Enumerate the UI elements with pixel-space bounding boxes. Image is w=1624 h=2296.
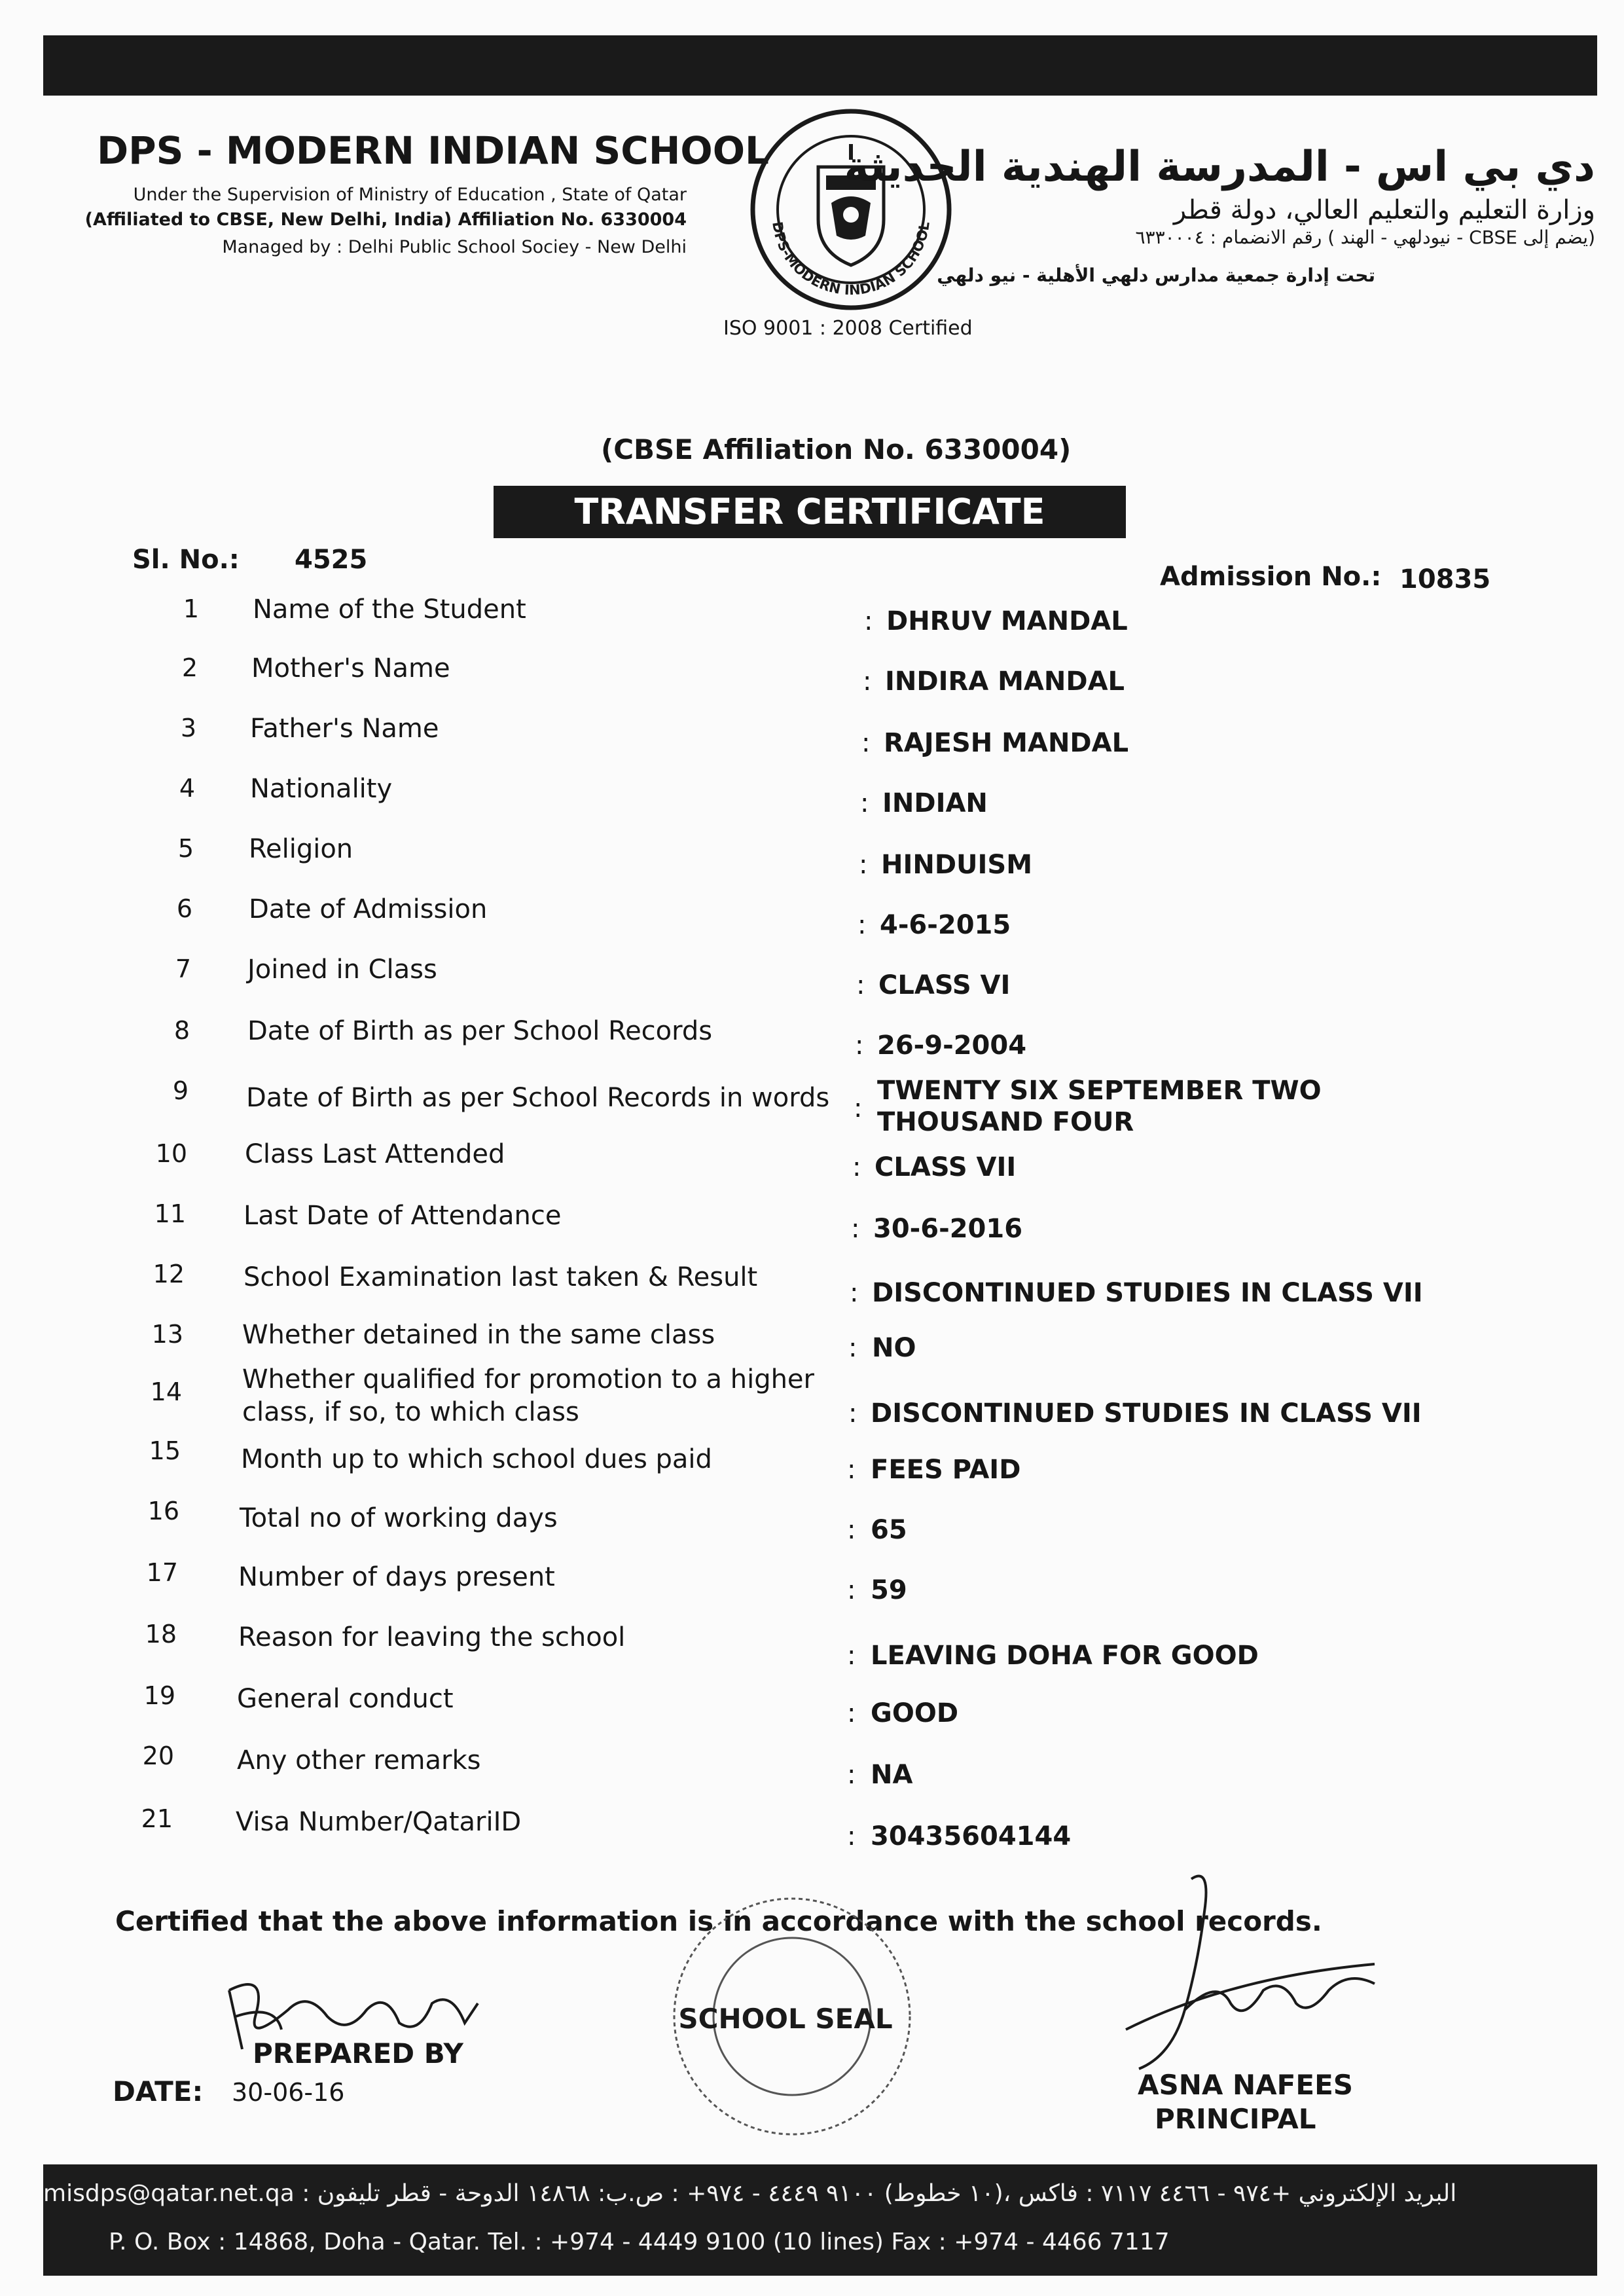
cbse-affiliation: (CBSE Affiliation No. 6330004) <box>601 433 1072 465</box>
principal-title: PRINCIPAL <box>1155 2103 1316 2135</box>
row-number: 18 <box>145 1620 177 1649</box>
footer-contact-en: P. O. Box : 14868, Doha - Qatar. Tel. : +974 - 4449 9100 (10 lines) Fax : +974 - 4466 7117 <box>109 2229 1170 2255</box>
row-value: CLASS VI <box>878 970 1011 1000</box>
row-label: Class Last Attended <box>245 1139 505 1169</box>
admission-no-value: 10835 <box>1399 564 1491 594</box>
row-label: Month up to which school dues paid <box>241 1444 712 1474</box>
date-label: DATE: <box>113 2075 204 2107</box>
row-number: 12 <box>153 1260 185 1288</box>
school-name-ar: دي بي اس - المدرسة الهندية الحديثة <box>844 143 1595 191</box>
supervision-line: Under the Supervision of Ministry of Education , State of Qatar <box>133 185 687 205</box>
row-colon: : <box>855 1030 864 1061</box>
managed-by-line: Managed by : Delhi Public School Sociey - New Delhi <box>222 237 687 257</box>
row-number: 11 <box>154 1199 186 1228</box>
row-label: Last Date of Attendance <box>244 1201 562 1231</box>
row-value: FEES PAID <box>871 1455 1021 1485</box>
row-label: Total no of working days <box>240 1503 558 1533</box>
row-number: 8 <box>173 1016 190 1045</box>
row-number: 15 <box>149 1436 181 1465</box>
row-colon: : <box>861 728 871 758</box>
row-label: Date of Birth as per School Records <box>247 1016 713 1046</box>
certification-statement: Certified that the above information is in accordance with the school records. <box>115 1905 1322 1937</box>
row-label: Reason for leaving the school <box>238 1622 626 1652</box>
row-colon: : <box>857 910 867 940</box>
row-value: NO <box>872 1333 916 1363</box>
row-colon: : <box>847 1455 856 1485</box>
row-number: 9 <box>172 1076 189 1105</box>
row-label: Any other remarks <box>237 1745 481 1776</box>
iso-certification: ISO 9001 : 2008 Certified <box>723 317 973 340</box>
school-name-en: DPS - MODERN INDIAN SCHOOL <box>97 128 769 173</box>
row-colon: : <box>848 1333 857 1363</box>
school-logo <box>746 105 956 314</box>
row-label: Whether detained in the same class <box>242 1320 715 1350</box>
row-value: INDIAN <box>882 788 988 818</box>
row-number: 21 <box>141 1804 173 1833</box>
row-colon: : <box>847 1760 856 1790</box>
row-colon: : <box>860 788 869 818</box>
affiliation-line: (Affiliated to CBSE, New Delhi, India) Affiliation No. 6330004 <box>84 210 687 230</box>
row-value: LEAVING DOHA FOR GOOD <box>871 1641 1259 1671</box>
row-colon: : <box>856 970 865 1000</box>
date-value: 30-06-16 <box>232 2078 345 2107</box>
row-value: GOOD <box>871 1698 959 1728</box>
row-label: Joined in Class <box>247 955 437 985</box>
row-label: Visa Number/QatariID <box>236 1807 522 1837</box>
row-number: 2 <box>181 653 198 682</box>
principal-name: ASNA NAFEES <box>1138 2069 1354 2101</box>
row-value: INDIRA MANDAL <box>885 666 1125 697</box>
footer-contact-ar: misdps@qatar.net.qa : البريد الإلكتروني +٩٧٤ - ٤٤٦٦ ٧١١٧ : فاكس ،(١٠ خطوط) ٩١٠٠ ٤٤٤٩ - ٩٧٤+ : ص.ب: ١٤٨٦٨ الدوحة - قطر تليفون <box>43 2180 1457 2207</box>
row-label: General conduct <box>237 1684 454 1714</box>
row-colon: : <box>852 1152 861 1182</box>
row-label: Number of days present <box>238 1562 555 1592</box>
row-number: 6 <box>176 894 192 923</box>
document-title: TRANSFER CERTIFICATE <box>494 486 1126 538</box>
sl-no-label: Sl. No.: <box>132 545 240 575</box>
row-label: Father's Name <box>250 714 439 744</box>
row-value: RAJESH MANDAL <box>884 728 1129 758</box>
affiliation-line-ar: (يضم إلى CBSE - نيودلهي - الهند ) رقم الانضمام : ٦٣٣٠٠٠٤ <box>1135 227 1595 248</box>
row-number: 14 <box>150 1377 182 1406</box>
row-number: 19 <box>143 1681 175 1710</box>
row-number: 16 <box>147 1497 179 1525</box>
row-value: 30-6-2016 <box>873 1214 1023 1244</box>
row-number: 13 <box>151 1320 183 1349</box>
row-value: 4-6-2015 <box>880 910 1011 940</box>
principal-signature <box>1100 1866 1388 2082</box>
sl-no-value: 4525 <box>295 545 368 575</box>
row-colon: : <box>847 1515 856 1545</box>
row-colon: : <box>854 1093 863 1123</box>
row-value: DISCONTINUED STUDIES IN CLASS VII <box>872 1278 1423 1308</box>
row-colon: : <box>864 606 873 636</box>
row-label: School Examination last taken & Result <box>244 1262 758 1292</box>
row-number: 10 <box>155 1139 187 1168</box>
row-number: 1 <box>183 594 199 623</box>
row-label: Whether qualified for promotion to a higher class, if so, to which class <box>242 1364 814 1427</box>
row-colon: : <box>847 1575 856 1605</box>
row-value: 65 <box>871 1515 907 1545</box>
managed-by-line-ar: تحت إدارة جمعية مدارس دلهي الأهلية - نيو دلهي <box>937 264 1375 286</box>
row-label: Name of the Student <box>253 594 526 625</box>
school-seal <box>655 1886 929 2147</box>
row-colon: : <box>859 850 868 880</box>
row-number: 4 <box>179 774 195 803</box>
top-banner-bar <box>43 35 1597 96</box>
row-value: 30435604144 <box>871 1821 1072 1851</box>
row-colon: : <box>847 1821 856 1851</box>
footer-bar <box>43 2164 1597 2276</box>
row-value: NA <box>871 1760 913 1790</box>
logo-text: DPS-MODERN INDIAN SCHOOL <box>769 220 933 299</box>
row-value: 59 <box>871 1575 907 1605</box>
row-colon: : <box>847 1641 856 1671</box>
row-value: 26-9-2004 <box>877 1030 1027 1061</box>
row-label: Religion <box>249 834 353 864</box>
row-colon: : <box>850 1278 859 1308</box>
row-colon: : <box>848 1398 857 1429</box>
row-number: 3 <box>180 714 196 742</box>
admission-no-label: Admission No.: <box>1160 562 1382 592</box>
row-number: 5 <box>177 834 194 863</box>
row-colon: : <box>851 1214 860 1244</box>
row-value: HINDUISM <box>881 850 1033 880</box>
row-label: Mother's Name <box>251 653 450 683</box>
row-colon: : <box>863 666 872 697</box>
row-value: CLASS VII <box>875 1152 1017 1182</box>
ministry-line-ar: وزارة التعليم والتعليم العالي، دولة قطر <box>1173 195 1595 225</box>
row-label: Nationality <box>250 774 393 804</box>
row-value: DISCONTINUED STUDIES IN CLASS VII <box>871 1398 1422 1429</box>
row-label: Date of Admission <box>249 894 488 924</box>
seal-label: SCHOOL SEAL <box>678 2003 893 2035</box>
prepared-by-label: PREPARED BY <box>253 2037 463 2069</box>
row-number: 7 <box>175 955 191 983</box>
row-value: DHRUV MANDAL <box>886 606 1128 636</box>
row-value: TWENTY SIX SEPTEMBER TWO THOUSAND FOUR <box>877 1076 1322 1137</box>
row-number: 20 <box>142 1741 174 1770</box>
row-label: Date of Birth as per School Records in words <box>246 1083 830 1113</box>
row-colon: : <box>847 1698 856 1728</box>
row-number: 17 <box>146 1558 178 1587</box>
